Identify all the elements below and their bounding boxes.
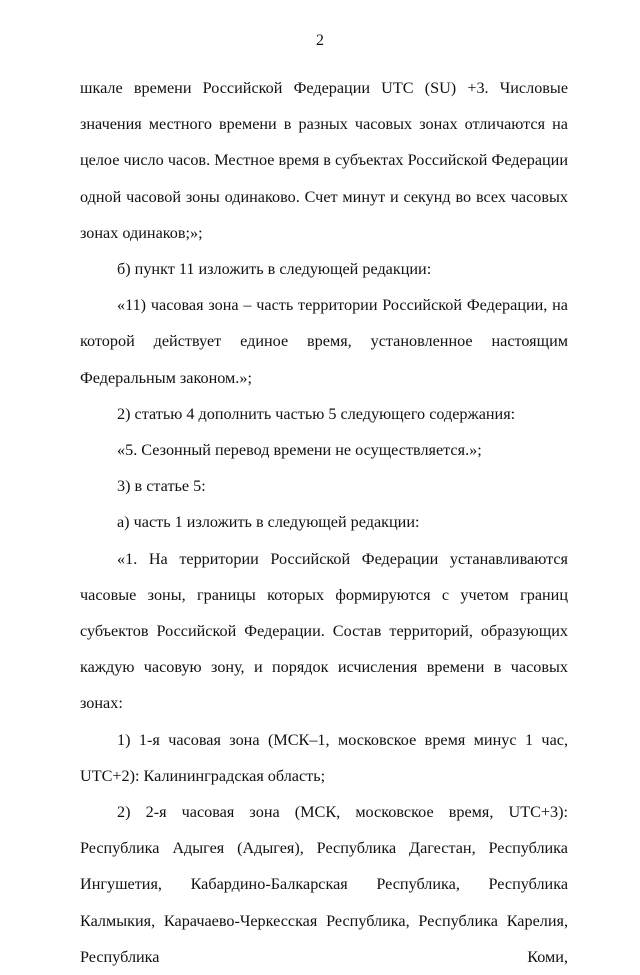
paragraph: 3) в статье 5: [117,477,206,496]
paragraph: 2) статью 4 дополнить частью 5 следующего содержания: [117,404,516,423]
paragraph: «11) часовая зона – часть территории Российской Федерации, на которой действует единое время, установленное настоящим Федеральным законом.»; [80,296,568,387]
paragraph: «5. Сезонный перевод времени не осуществляется.»; [117,441,482,460]
page-number: 2 [316,32,324,49]
paragraph: шкале времени Российской Федерации UTC (SU) +3. Числовые значения местного времени в разных часовых зонах отличаются на целое число часов. Местное время в субъектах Российской Федерации одной часовой зоны одинаково. Счет минут и секунд во всех часовых зонах одинаков;»; [80,79,568,242]
document-body [80,70,568,975]
paragraph: «1. На территории Российской Федерации устанавливаются часовые зоны, границы которых формируются с учетом границ субъектов Российской Федерации. Состав территорий, образующих каждую часовую зону, и порядок исчисления времени в часовых зонах: [80,549,568,713]
paragraph: 2) 2-я часовая зона (МСК, московское время, UTC+3): Республика Адыгея (Адыгея), Республика Дагестан, Республика Ингушетия, Кабардино-Балкарская Республика, Республика Калмыкия, Карачаево-Черкесская Республика, Республика Карелия, Республика Коми, [80,803,568,966]
paragraph: б) пункт 11 изложить в следующей редакции: [117,260,432,279]
paragraph: 1) 1-я часовая зона (МСК–1, московское время минус 1 час, UTC+2): Калининградская область; [80,730,568,785]
paragraph: а) часть 1 изложить в следующей редакции: [117,513,420,532]
